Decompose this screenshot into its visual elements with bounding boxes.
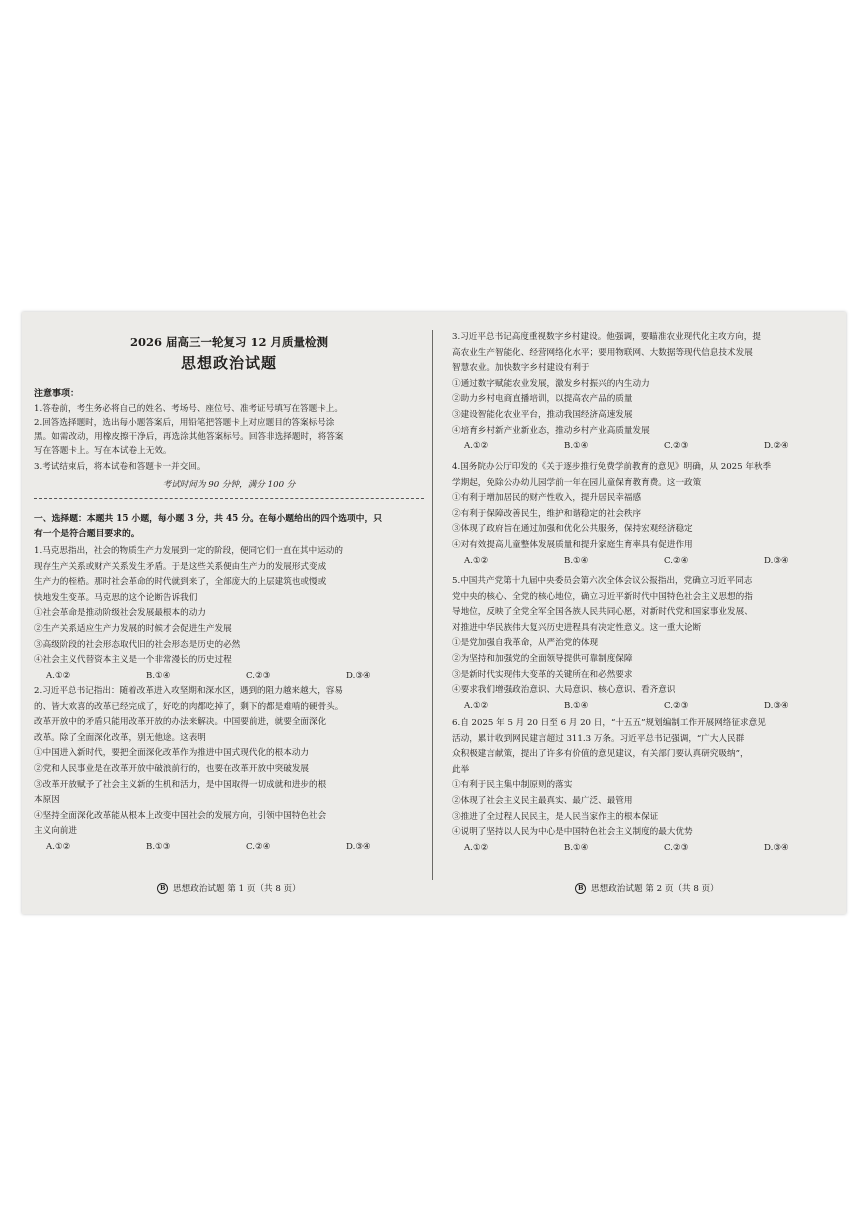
answer-option: A.①② — [464, 441, 489, 452]
question-line: 6.自 2025 年 5 月 20 日至 6 月 20 日，“十五五”规划编制工作开展网络征求意见 — [452, 718, 766, 728]
question-3 — [452, 330, 844, 455]
question-line: 主义向前进 — [34, 826, 77, 837]
exam-time-line: 考试时间为 90 分钟，满分 100 分 — [162, 480, 296, 490]
answer-options — [34, 840, 426, 856]
question-line: 智慧农业。加快数字乡村建设有利于 — [452, 363, 590, 374]
answer-option: D.②④ — [764, 441, 789, 452]
question-1 — [34, 544, 426, 684]
question-4 — [452, 460, 844, 569]
question-line: ②体现了社会主义民主最真实、最广泛、最管用 — [452, 795, 633, 806]
question-line: ①是党加强自我革命，从严治党的体现 — [452, 638, 599, 649]
divider-rule — [34, 498, 424, 499]
page-footer — [34, 882, 424, 894]
answer-option: C.②③ — [664, 842, 689, 853]
answer-options — [452, 699, 844, 715]
question-line: ④对有效提高儿童整体发展质量和提升家庭生育率具有促进作用 — [452, 539, 693, 550]
answer-option: D.③④ — [346, 841, 371, 852]
question-line: ①有利于民主集中制原则的落实 — [452, 780, 573, 791]
question-line: 改革开放中的矛盾只能用改革开放的办法来解决。中国要前进，就要全面深化 — [34, 717, 327, 728]
answer-option: D.③④ — [764, 700, 789, 711]
question-line: ④说明了坚持以人民为中心是中国特色社会主义制度的最大优势 — [452, 827, 693, 838]
question-line: ④培育乡村新产业新业态，推动乡村产业高质量发展 — [452, 425, 650, 436]
question-line: ①有利于增加居民的财产性收入，提升居民幸福感 — [452, 493, 642, 504]
answer-option: B.①④ — [564, 441, 589, 452]
question-line: ③改革开放赋予了社会主义新的生机和活力，是中国取得一切成就和进步的根 — [34, 779, 327, 790]
answer-option: A.①② — [464, 555, 489, 566]
question-line: 1.马克思指出，社会的物质生产力发展到一定的阶段，便同它们一直在其中运动的 — [34, 546, 343, 556]
question-line: ④社会主义代替资本主义是一个非常漫长的历史过程 — [34, 655, 232, 666]
question-line: ②党和人民事业是在改革开放中破浪前行的，也要在改革开放中突破发展 — [34, 763, 310, 774]
answer-option: C.②④ — [664, 555, 689, 566]
notice-item: 黑。如需改动，用橡皮擦干净后，再选涂其他答案标号。回答非选择题时，将答案 — [34, 432, 344, 442]
notice-item: 写在答题卡上。写在本试卷上无效。 — [34, 446, 172, 456]
answer-option: C.②③ — [664, 700, 689, 711]
question-line: ②有利于保障改善民生，维护和谐稳定的社会秩序 — [452, 508, 642, 519]
question-line: ①中国进入新时代，要把全面深化改革作为推进中国式现代化的根本动力 — [34, 748, 310, 759]
question-line: 5.中国共产党第十九届中央委员会第六次全体会议公报指出，党确立习近平同志 — [452, 576, 753, 586]
question-line: ③高级阶段的社会形态取代旧的社会形态是历史的必然 — [34, 639, 241, 650]
answer-options — [452, 554, 844, 570]
question-line: 3.习近平总书记高度重视数字乡村建设。他强调，要瞄准农业现代化主攻方向，提 — [452, 332, 761, 342]
question-line: ①社会革命是推动阶级社会发展最根本的动力 — [34, 608, 206, 619]
question-line: 活动，累计收到网民建言超过 311.3 万条。习近平总书记强调，“广大人民群 — [452, 733, 745, 744]
section-line: 一、选择题：本题共 15 小题，每小题 3 分，共 45 分。在每小题给出的四个选项中，只 — [34, 514, 383, 524]
column-divider — [432, 330, 433, 880]
answer-option: D.③④ — [764, 842, 789, 853]
question-line: ②生产关系适应生产力发展的时候才会促进生产发展 — [34, 623, 232, 634]
question-5 — [452, 574, 844, 714]
answer-option: A.①② — [46, 841, 71, 852]
answer-option: B.①④ — [564, 700, 589, 711]
question-6 — [452, 716, 844, 856]
question-line: ②助力乡村电商直播培训，以提高农产品的质量 — [452, 394, 633, 405]
subject-title: 思想政治试题 — [180, 354, 277, 372]
question-line: ①通过数字赋能农业发展，激发乡村振兴的内生动力 — [452, 378, 650, 389]
question-line: ③建设智能化农业平台，推动我国经济高速发展 — [452, 409, 633, 420]
question-line: ③体现了政府旨在通过加强和优化公共服务，保持宏观经济稳定 — [452, 524, 693, 535]
answer-options — [452, 841, 844, 857]
answer-option: C.②④ — [246, 841, 271, 852]
page-footer — [452, 882, 842, 894]
answer-option: D.③④ — [346, 670, 371, 681]
question-line: 学期起，免除公办幼儿园学前一年在园儿童保育教育费。这一政策 — [452, 477, 702, 488]
answer-option: C.②③ — [664, 441, 689, 452]
exam-title: 2026 届高三一轮复习 12 月质量检测 — [129, 335, 329, 349]
exam-paper-sheet — [22, 312, 846, 914]
question-line: 导地位，反映了全党全军全国各族人民共同心愿，对新时代党和国家事业发展、 — [452, 607, 753, 618]
section-line: 有一个是符合题目要求的。 — [34, 529, 140, 539]
answer-option: B.①④ — [146, 670, 171, 681]
answer-option: B.①③ — [146, 841, 171, 852]
answer-option: B.①④ — [564, 555, 589, 566]
answer-option: A.①② — [46, 670, 71, 681]
question-line: 生产力的桎梏。那时社会革命的时代就到来了，全部庞大的上层建筑也或慢或 — [34, 577, 327, 588]
question-line: 众积极建言献策，提出了许多有价值的意见建议，有关部门要认真研究吸纳”， — [452, 749, 749, 760]
question-line: ③推进了全过程人民民主，是人民当家作主的根本保证 — [452, 811, 659, 822]
question-line: 4.国务院办公厅印发的《关于逐步推行免费学前教育的意见》明确，从 2025 年秋季 — [452, 462, 772, 472]
question-line: 的、皆大欢喜的改革已经完成了，好吃的肉都吃掉了，剩下的都是难啃的硬骨头。 — [34, 701, 344, 712]
answer-options — [452, 439, 844, 455]
question-line: 快地发生变革。马克思的这个论断告诉我们 — [34, 592, 198, 603]
question-line: ④要求我们增强政治意识、大局意识、核心意识、看齐意识 — [452, 685, 676, 696]
question-line: ②为坚持和加强党的全面领导提供可靠制度保障 — [452, 653, 633, 664]
answer-option: A.①② — [464, 842, 489, 853]
question-line: ③是新时代实现伟大变革的关键所在和必然要求 — [452, 669, 633, 680]
section-heading — [34, 512, 424, 542]
version-badge-icon: B — [575, 883, 586, 894]
question-line: 对推进中华民族伟大复兴历史进程具有决定性意义。这一重大论断 — [452, 622, 702, 633]
answer-options — [34, 669, 426, 685]
question-line: 现存生产关系或财产关系发生矛盾。于是这些关系便由生产力的发展形式变成 — [34, 561, 327, 572]
footer-text: 思想政治试题 第 1 页（共 8 页） — [173, 884, 301, 894]
question-line: 高农业生产智能化、经营网络化水平；要用物联网、大数据等现代信息技术发展 — [452, 347, 753, 358]
question-line: 本原因 — [34, 795, 60, 806]
answer-option: C.②③ — [246, 670, 271, 681]
question-line: 改革。除了全面深化改革，别无他途。这表明 — [34, 732, 206, 743]
notice-item: 3.考试结束后，将本试卷和答题卡一并交回。 — [34, 462, 206, 472]
notice-item: 1.答卷前，考生务必将自己的姓名、考场号、座位号、准考证号填写在答题卡上。 — [34, 404, 343, 414]
notice-item: 2.回答选择题时，选出每小题答案后，用铅笔把答题卡上对应题目的答案标号涂 — [34, 418, 335, 428]
answer-option: A.①② — [464, 700, 489, 711]
question-line: 2.习近平总书记指出：随着改革进入攻坚期和深水区，遇到的阻力越来越大，容易 — [34, 686, 343, 696]
question-line: 党中央的核心、全党的核心地位，确立习近平新时代中国特色社会主义思想的指 — [452, 591, 753, 602]
notice-heading: 注意事项： — [34, 389, 80, 399]
footer-text: 思想政治试题 第 2 页（共 8 页） — [591, 884, 719, 894]
answer-option: B.①④ — [564, 842, 589, 853]
question-line: ④坚持全面深化改革能从根本上改变中国社会的发展方向，引领中国特色社会 — [34, 810, 327, 821]
version-badge-icon: B — [157, 883, 168, 894]
question-2 — [34, 684, 426, 856]
question-line: 此举 — [452, 764, 470, 775]
answer-option: D.③④ — [764, 555, 789, 566]
